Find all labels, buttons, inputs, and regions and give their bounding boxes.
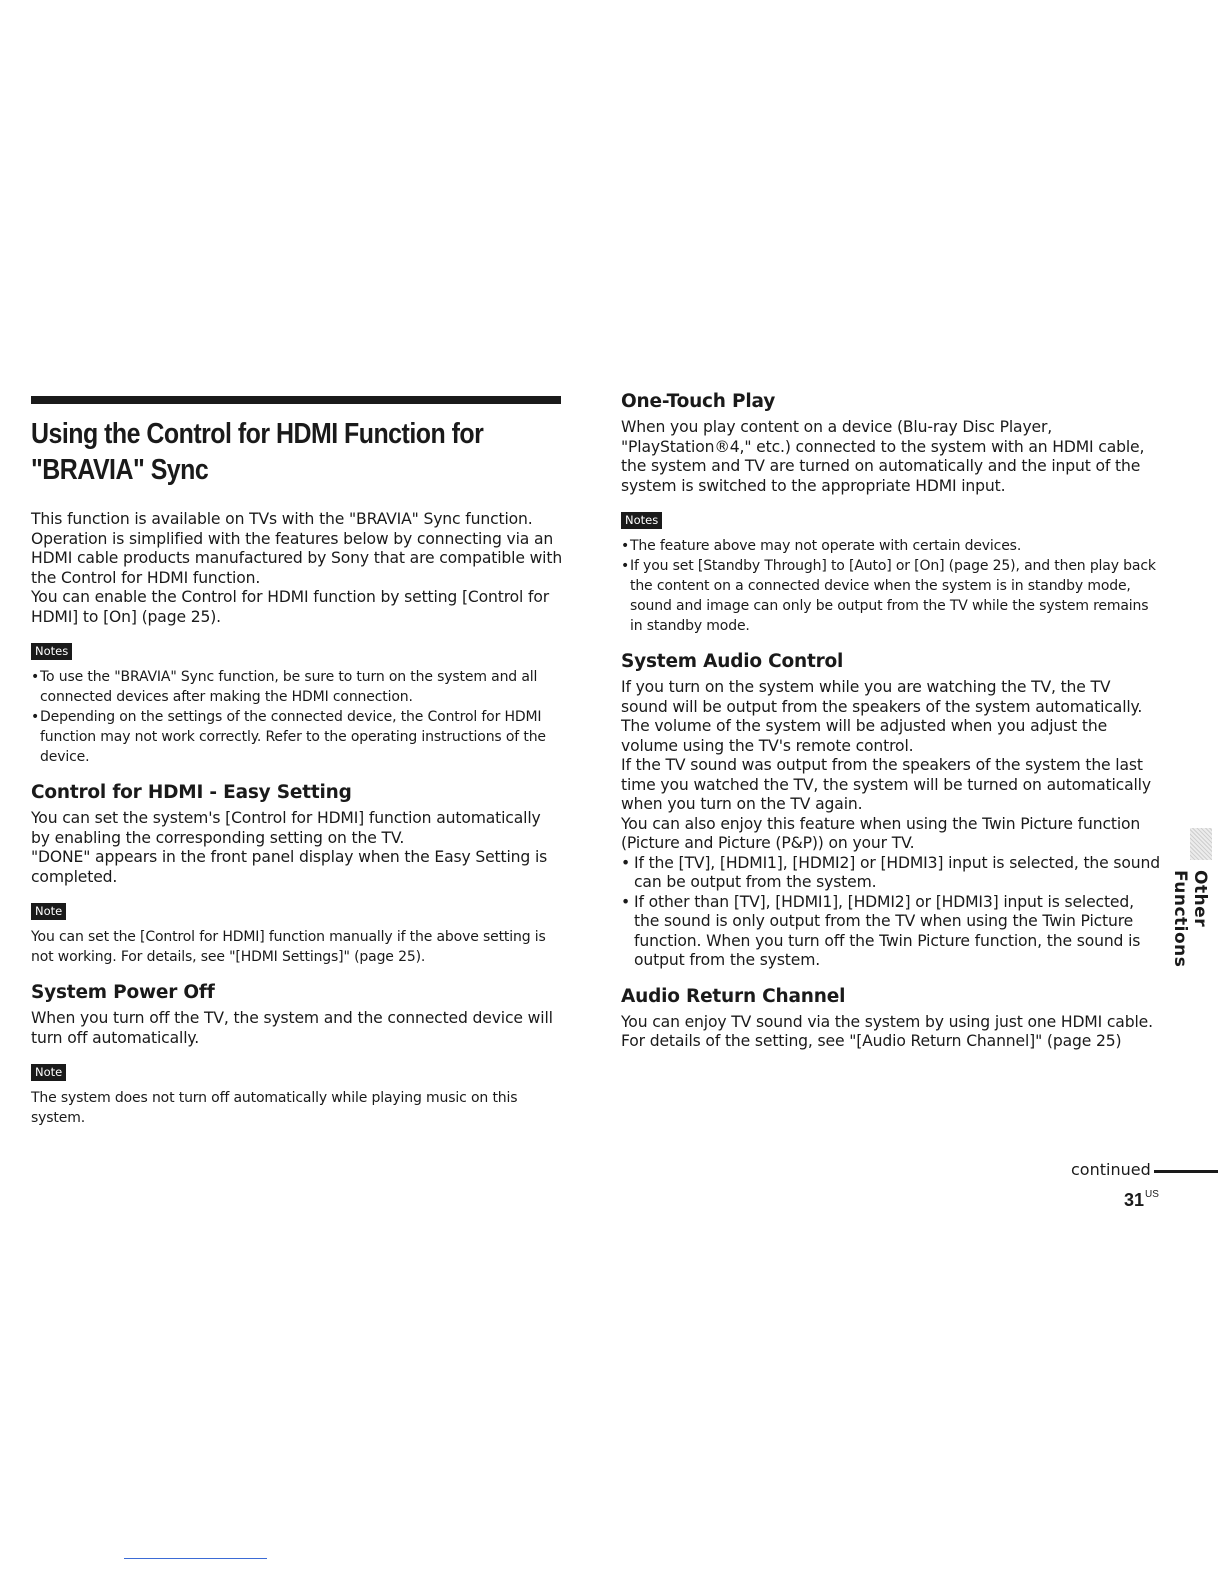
right-column: [621, 390, 1161, 1052]
continued-line: [1154, 1170, 1218, 1173]
notes-badge: Notes: [621, 512, 662, 529]
bullet-item: • If the [TV], [HDMI1], [HDMI2] or [HDMI3] input is selected, the sound can be output from the system.: [621, 854, 1161, 893]
audio-control-paragraph: If you turn on the system while you are watching the TV, the TV sound will be output from the speakers of the system automatically. The volume of the system will be adjusted when you adjust the volume using the TV's remote control.: [621, 678, 1143, 755]
audio-control-heading: System Audio Control: [621, 651, 844, 672]
power-off-note: The system does not turn off automatically while playing music on this system.: [31, 1090, 518, 1126]
section-tab-marker: [1190, 828, 1212, 860]
power-off-paragraph: When you turn off the TV, the system and the connected device will turn off automatically.: [31, 1009, 553, 1047]
note-item: • Depending on the settings of the connected device, the Control for HDMI function may not work correctly. Refer to the operating instructions of the device.: [31, 707, 563, 767]
easy-setting-paragraph: "DONE" appears in the front panel display when the Easy Setting is completed.: [31, 848, 548, 886]
note-item: • The feature above may not operate with certain devices.: [621, 536, 1161, 556]
page-number-value: 31: [1124, 1190, 1145, 1210]
notes-list: [31, 667, 563, 767]
note-item: • If you set [Standby Through] to [Auto] or [On] (page 25), and then play back the content on a connected device when the system is in standby mode, sound and image can only be output from the TV while the system remains in standby mode.: [621, 556, 1161, 636]
power-off-heading: System Power Off: [31, 982, 215, 1003]
page-title-line1: Using the Control for HDMI Function for: [31, 418, 484, 450]
audio-control-paragraph: If the TV sound was output from the speakers of the system the last time you watched the TV, the system will be turned on automatically when you turn on the TV again.: [621, 756, 1151, 813]
easy-setting-heading: Control for HDMI - Easy Setting: [31, 782, 352, 803]
arc-heading: Audio Return Channel: [621, 985, 846, 1007]
notes-list: [621, 536, 1161, 636]
title-rule: [31, 396, 561, 404]
arc-paragraph: For details of the setting, see "[Audio Return Channel]" (page 25): [621, 1032, 1122, 1050]
note-badge: Note: [31, 903, 66, 920]
audio-control-bullets: [621, 854, 1161, 971]
easy-setting-note: You can set the [Control for HDMI] function manually if the above setting is not working. For details, see "[HDMI Settings]" (page 25).: [31, 929, 546, 965]
continued-text: continued: [1071, 1160, 1151, 1179]
audio-control-paragraph: You can also enjoy this feature when using the Twin Picture function (Picture and Picture (P&P)) on your TV.: [621, 814, 1141, 852]
side-tab-label: Other Functions: [1170, 870, 1210, 968]
bullet-item: • If other than [TV], [HDMI1], [HDMI2] or [HDMI3] input is selected, the sound is only output from the TV when using the Twin Picture function. When you turn off the Twin Picture function, the sound is output from the system.: [621, 893, 1161, 971]
one-touch-heading: One-Touch Play: [621, 391, 776, 412]
continued-indicator: [1068, 1160, 1218, 1182]
page-number: [1124, 1190, 1159, 1211]
note-item: • To use the "BRAVIA" Sync function, be sure to turn on the system and all connected devices after making the HDMI connection.: [31, 667, 563, 707]
note-badge: Note: [31, 1064, 66, 1081]
page-title: [31, 416, 562, 488]
notes-badge: Notes: [31, 643, 72, 660]
page-title-line2: "BRAVIA" Sync: [31, 454, 209, 486]
arc-paragraph: You can enjoy TV sound via the system by using just one HDMI cable.: [621, 1012, 1153, 1031]
easy-setting-paragraph: You can set the system's [Control for HDMI] function automatically by enabling the corresponding setting on the TV.: [31, 809, 541, 847]
intro-paragraph: You can enable the Control for HDMI function by setting [Control for HDMI] to [On] (page 25).: [31, 588, 550, 626]
footer-rule: [124, 1558, 267, 1559]
page-number-suffix: US: [1145, 1189, 1159, 1200]
one-touch-paragraph: When you play content on a device (Blu-ray Disc Player, "PlayStation®4," etc.) connected to the system with an HDMI cable, the system and TV are turned on automatically and the input of the system is switched to the appropriate HDMI input.: [621, 418, 1145, 495]
intro-paragraph: This function is available on TVs with the "BRAVIA" Sync function. Operation is simplified with the features below by connecting via an HDMI cable products manufactured by Sony that are compatible with the Control for HDMI function.: [31, 510, 563, 587]
left-column: [31, 396, 563, 1128]
